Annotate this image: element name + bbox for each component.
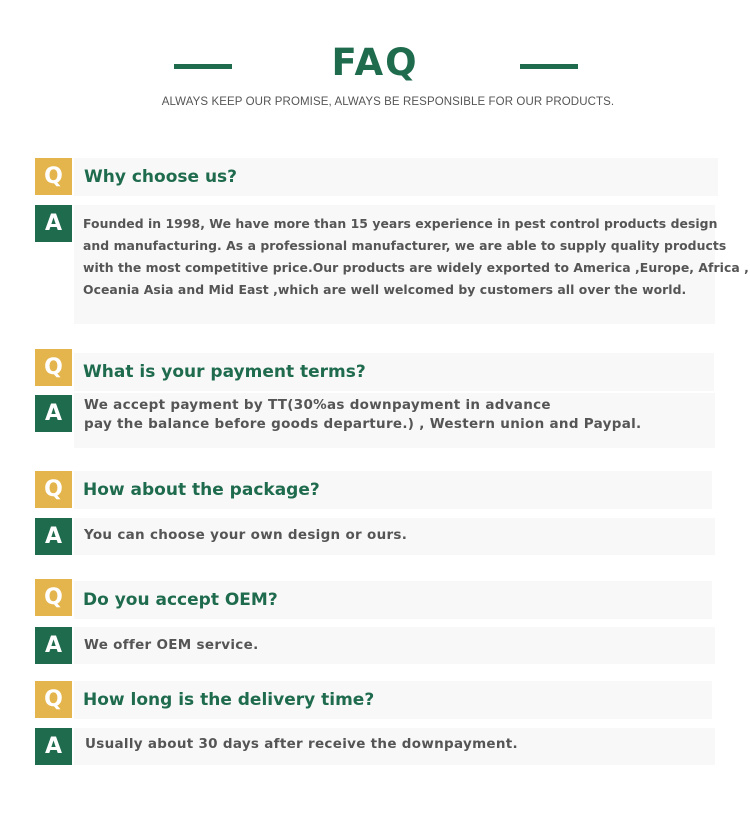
answer-text (85, 728, 518, 760)
answer-box (74, 728, 715, 765)
question-text: How long is the delivery time? (83, 690, 375, 710)
question-badge: Q (35, 349, 72, 386)
answer-line: with the most competitive price.Our products are widely exported to America ,Europe, Africa , (83, 260, 749, 275)
question-text: Do you accept OEM? (83, 590, 278, 610)
question-badge: Q (35, 681, 72, 718)
answer-badge: A (35, 395, 72, 432)
question-text: How about the package? (83, 480, 320, 500)
question-text: What is your payment terms? (83, 362, 366, 382)
answer-line: We accept payment by TT(30%as downpayment in advance (84, 397, 551, 413)
answer-text (83, 213, 749, 301)
answer-badge: A (35, 518, 72, 555)
answer-badge: A (35, 205, 72, 242)
question-badge: Q (35, 158, 72, 195)
answer-text (84, 396, 641, 434)
answer-text (84, 627, 259, 663)
question-box (74, 353, 714, 391)
answer-line: Founded in 1998, We have more than 15 years experience in pest control products design (83, 216, 718, 231)
answer-box (74, 518, 715, 555)
question-text: Why choose us? (84, 167, 238, 187)
question-box (74, 581, 712, 619)
answer-line: We offer OEM service. (84, 637, 259, 653)
question-box (74, 471, 712, 509)
answer-text (84, 518, 407, 552)
answer-line: Usually about 30 days after receive the downpayment. (85, 736, 518, 752)
answer-line: and manufacturing. As a professional manufacturer, we are able to supply quality products (83, 238, 727, 253)
answer-box (74, 627, 715, 664)
page-title: FAQ (331, 41, 419, 84)
answer-line: Oceania Asia and Mid East ,which are well welcomed by customers all over the world. (83, 282, 687, 297)
answer-line: You can choose your own design or ours. (84, 527, 408, 543)
question-box (74, 158, 718, 196)
answer-badge: A (35, 728, 72, 765)
page-subtitle: ALWAYS KEEP OUR PROMISE, ALWAYS BE RESPONSIBLE FOR OUR PRODUCTS. (161, 96, 615, 108)
answer-box (74, 205, 749, 324)
question-badge: Q (35, 579, 72, 616)
question-box (74, 681, 712, 719)
answer-box (74, 393, 715, 448)
question-badge: Q (35, 471, 72, 508)
answer-badge: A (35, 627, 72, 664)
answer-line: pay the balance before goods departure.) , Western union and Paypal. (84, 416, 642, 432)
